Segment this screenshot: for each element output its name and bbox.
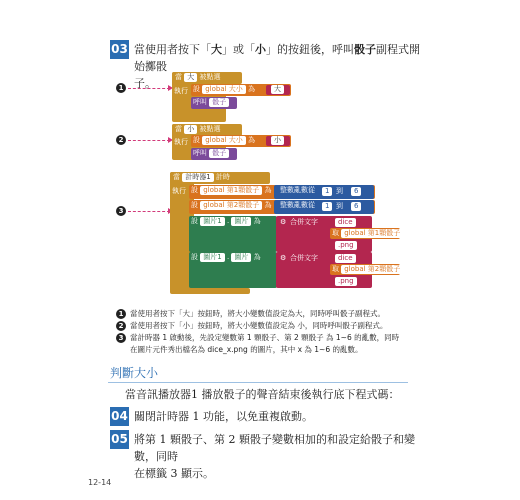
block-3-set-var1: 設 global 第1顆骰子 為 xyxy=(189,185,375,199)
png-text-2: .png xyxy=(335,277,357,286)
intro-text: 當音訊播放器1 播放骰子的聲音結束後執行底下程式碼： xyxy=(125,388,400,401)
step-04-text: 關閉計時器 1 功能，以免重複啟動。 xyxy=(134,410,313,423)
block-1-do-label: 執行 xyxy=(174,87,188,95)
note-3b: 在圖片元件秀出檔名為 dice_x.png 的圖片，其中 x 為 1~6 的亂數。 xyxy=(130,345,363,354)
step-03-text: 當使用者按下「大」或「小」的按鈕後，呼叫骰子副程式開始擲骰 子。 xyxy=(134,43,420,90)
block-3-join-1: ⚙ 合併文字 xyxy=(276,216,372,252)
block-1-value: 大 xyxy=(266,85,290,95)
block-2-value: 小 xyxy=(266,136,290,146)
step-number-04: 04 xyxy=(110,407,129,426)
block-3-event-header: 當 計時器1 計時 xyxy=(170,172,270,184)
block-1-event-header: 當 大 被點選 xyxy=(172,72,242,84)
get-var2: 取 global 第2顆骰子 xyxy=(330,264,400,275)
block-1-call: 呼叫 骰子 xyxy=(191,97,237,109)
callout-3: 3 xyxy=(116,206,126,216)
gear-icon: ⚙ xyxy=(280,254,287,262)
block-1-set: 設 global 大小 為 xyxy=(191,84,291,96)
block-3-set-var2: 設 global 第2顆骰子 為 xyxy=(189,200,375,214)
block-3-bottom xyxy=(170,288,250,294)
note-2-marker: 2 xyxy=(116,321,126,331)
get-var1: 取 global 第1顆骰子 xyxy=(330,228,400,239)
note-3-marker: 3 xyxy=(116,333,126,343)
callout-3-line xyxy=(128,211,170,212)
section-title: 判斷大小 xyxy=(110,366,159,380)
block-3-random-2: 整數亂數從 1 到 6 xyxy=(274,200,374,214)
block-3-set-image-1: 設 圖片1 . 圖片 為 xyxy=(189,216,277,252)
page-number: 12-14 xyxy=(88,478,112,487)
block-2-event-header: 當 小 被點選 xyxy=(172,124,242,136)
block-3-set-image-2: 設 圖片1 . 圖片 為 xyxy=(189,252,277,288)
section-underline xyxy=(108,382,408,383)
block-2-set: 設 global 大小 為 xyxy=(191,135,291,147)
note-1-marker: 1 xyxy=(116,309,126,319)
step-number-03: 03 xyxy=(110,40,129,59)
callout-2: 2 xyxy=(116,135,126,145)
note-1: 當使用者按下「大」按鈕時，將大小變數值設定為大，同時呼叫骰子副程式。 xyxy=(130,309,385,318)
block-2-call: 呼叫 骰子 xyxy=(191,148,237,160)
block-3-join-2: ⚙ 合併文字 xyxy=(276,252,372,288)
step-05-text: 將第 1 顆骰子、第 2 顆骰子變數相加的和設定給骰子和變數，同時 在標籤 3 顯示。 xyxy=(134,433,415,480)
block-2-do-label: 執行 xyxy=(174,138,188,146)
callout-1: 1 xyxy=(116,83,126,93)
step-number-05: 05 xyxy=(110,430,129,449)
gear-icon: ⚙ xyxy=(280,218,287,226)
png-text-1: .png xyxy=(335,241,357,250)
callout-2-line xyxy=(128,140,170,141)
block-3-do-label: 執行 xyxy=(172,187,186,195)
dice-text-2: dice xyxy=(335,254,356,263)
dice-text-1: dice xyxy=(335,218,356,227)
block-3-random-1: 整數亂數從 1 到 6 xyxy=(274,185,374,199)
note-2: 當使用者按下「小」按鈕時，將大小變數值設定為 小，同時呼叫骰子副程式。 xyxy=(130,321,388,330)
callout-1-line xyxy=(128,88,170,89)
note-3a: 當計時器 1 啟動後，先設定變數第 1 顆骰子、第 2 顆骰子 為 1~6 的亂數，同時 xyxy=(130,333,400,342)
